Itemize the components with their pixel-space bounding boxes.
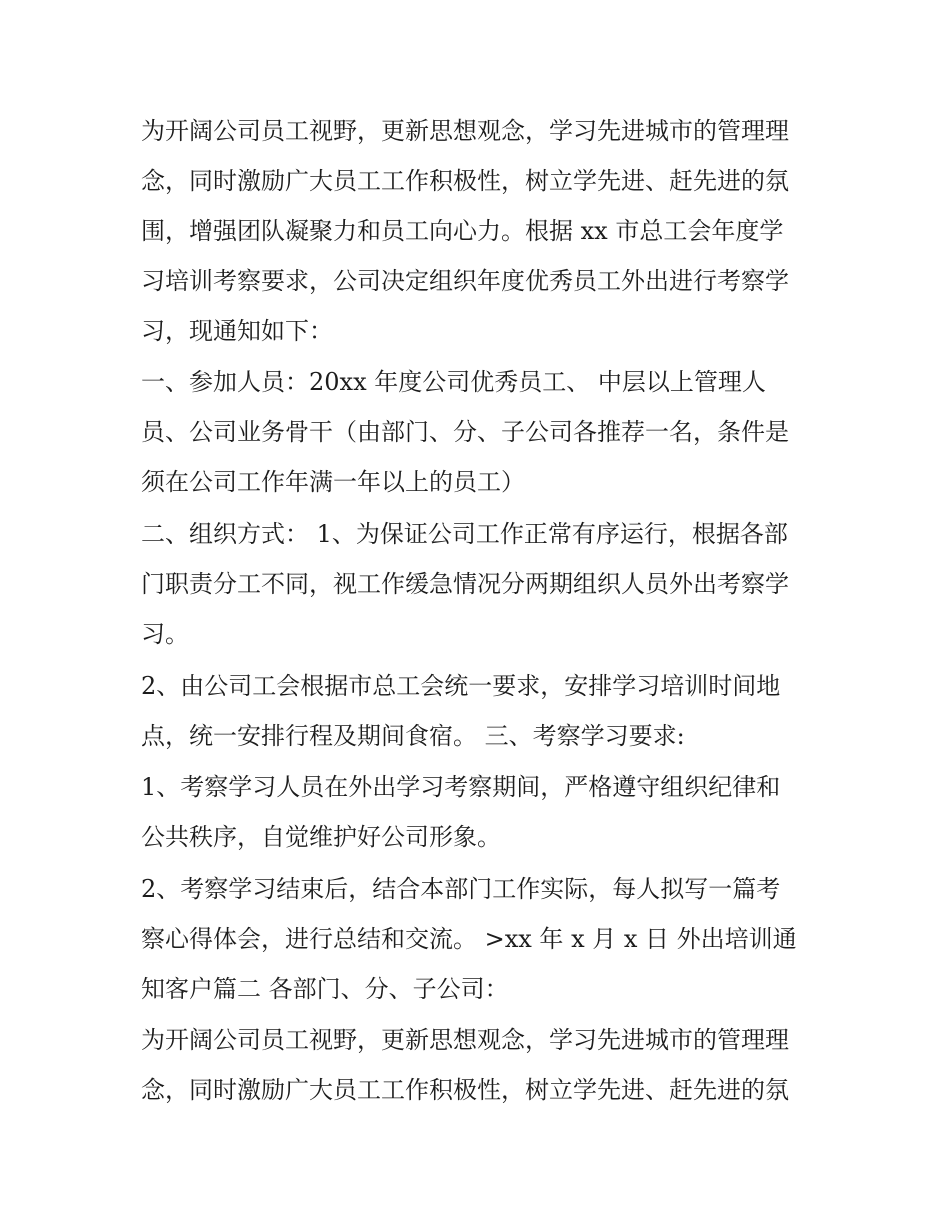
text-line: 为开阔公司员工视野，更新思想观念，学习先进城市的管理理 xyxy=(141,117,789,145)
text-line: 员、公司业务骨干（由部门、分、子公司各推荐一名，条件是 xyxy=(141,418,789,446)
text-line: 为开阔公司员工视野，更新思想观念，学习先进城市的管理理 xyxy=(141,1026,789,1054)
text-line: 察心得体会，进行总结和交流。 >xx 年 x 月 x 日 外出培训通 xyxy=(141,925,797,953)
text-line: 须在公司工作年满一年以上的员工） xyxy=(141,468,525,496)
text-line: 门职责分工不同，视工作缓急情况分两期组织人员外出考察学 xyxy=(141,570,789,598)
text-line: 念，同时激励广大员工工作积极性，树立学先进、赶先进的氛 xyxy=(141,1076,789,1104)
text-line: 点，统一安排行程及期间食宿。 三、考察学习要求: xyxy=(141,722,685,750)
text-line: 公共秩序，自觉维护好公司形象。 xyxy=(141,823,501,851)
text-line: 习。 xyxy=(141,620,189,648)
text-line: 围，增强团队凝聚力和员工向心力。根据 xx 市总工会年度学 xyxy=(141,217,784,245)
text-line: 知客户篇二 各部门、分、子公司： xyxy=(141,975,509,1003)
text-line: 1、考察学习人员在外出学习考察期间，严格遵守组织纪律和 xyxy=(141,773,781,801)
text-line: 2、考察学习结束后，结合本部门工作实际，每人拟写一篇考 xyxy=(141,875,781,903)
text-line: 一、参加人员：20xx 年度公司优秀员工、 中层以上管理人 xyxy=(141,368,766,396)
text-line: 2、由公司工会根据市总工会统一要求，安排学习培训时间地 xyxy=(141,672,781,700)
text-line: 念，同时激励广大员工工作积极性，树立学先进、赶先进的氛 xyxy=(141,167,789,195)
text-line: 二、组织方式： 1、为保证公司工作正常有序运行，根据各部 xyxy=(141,520,788,548)
text-line: 习，现通知如下： xyxy=(141,317,333,345)
text-line: 习培训考察要求，公司决定组织年度优秀员工外出进行考察学 xyxy=(141,267,789,295)
